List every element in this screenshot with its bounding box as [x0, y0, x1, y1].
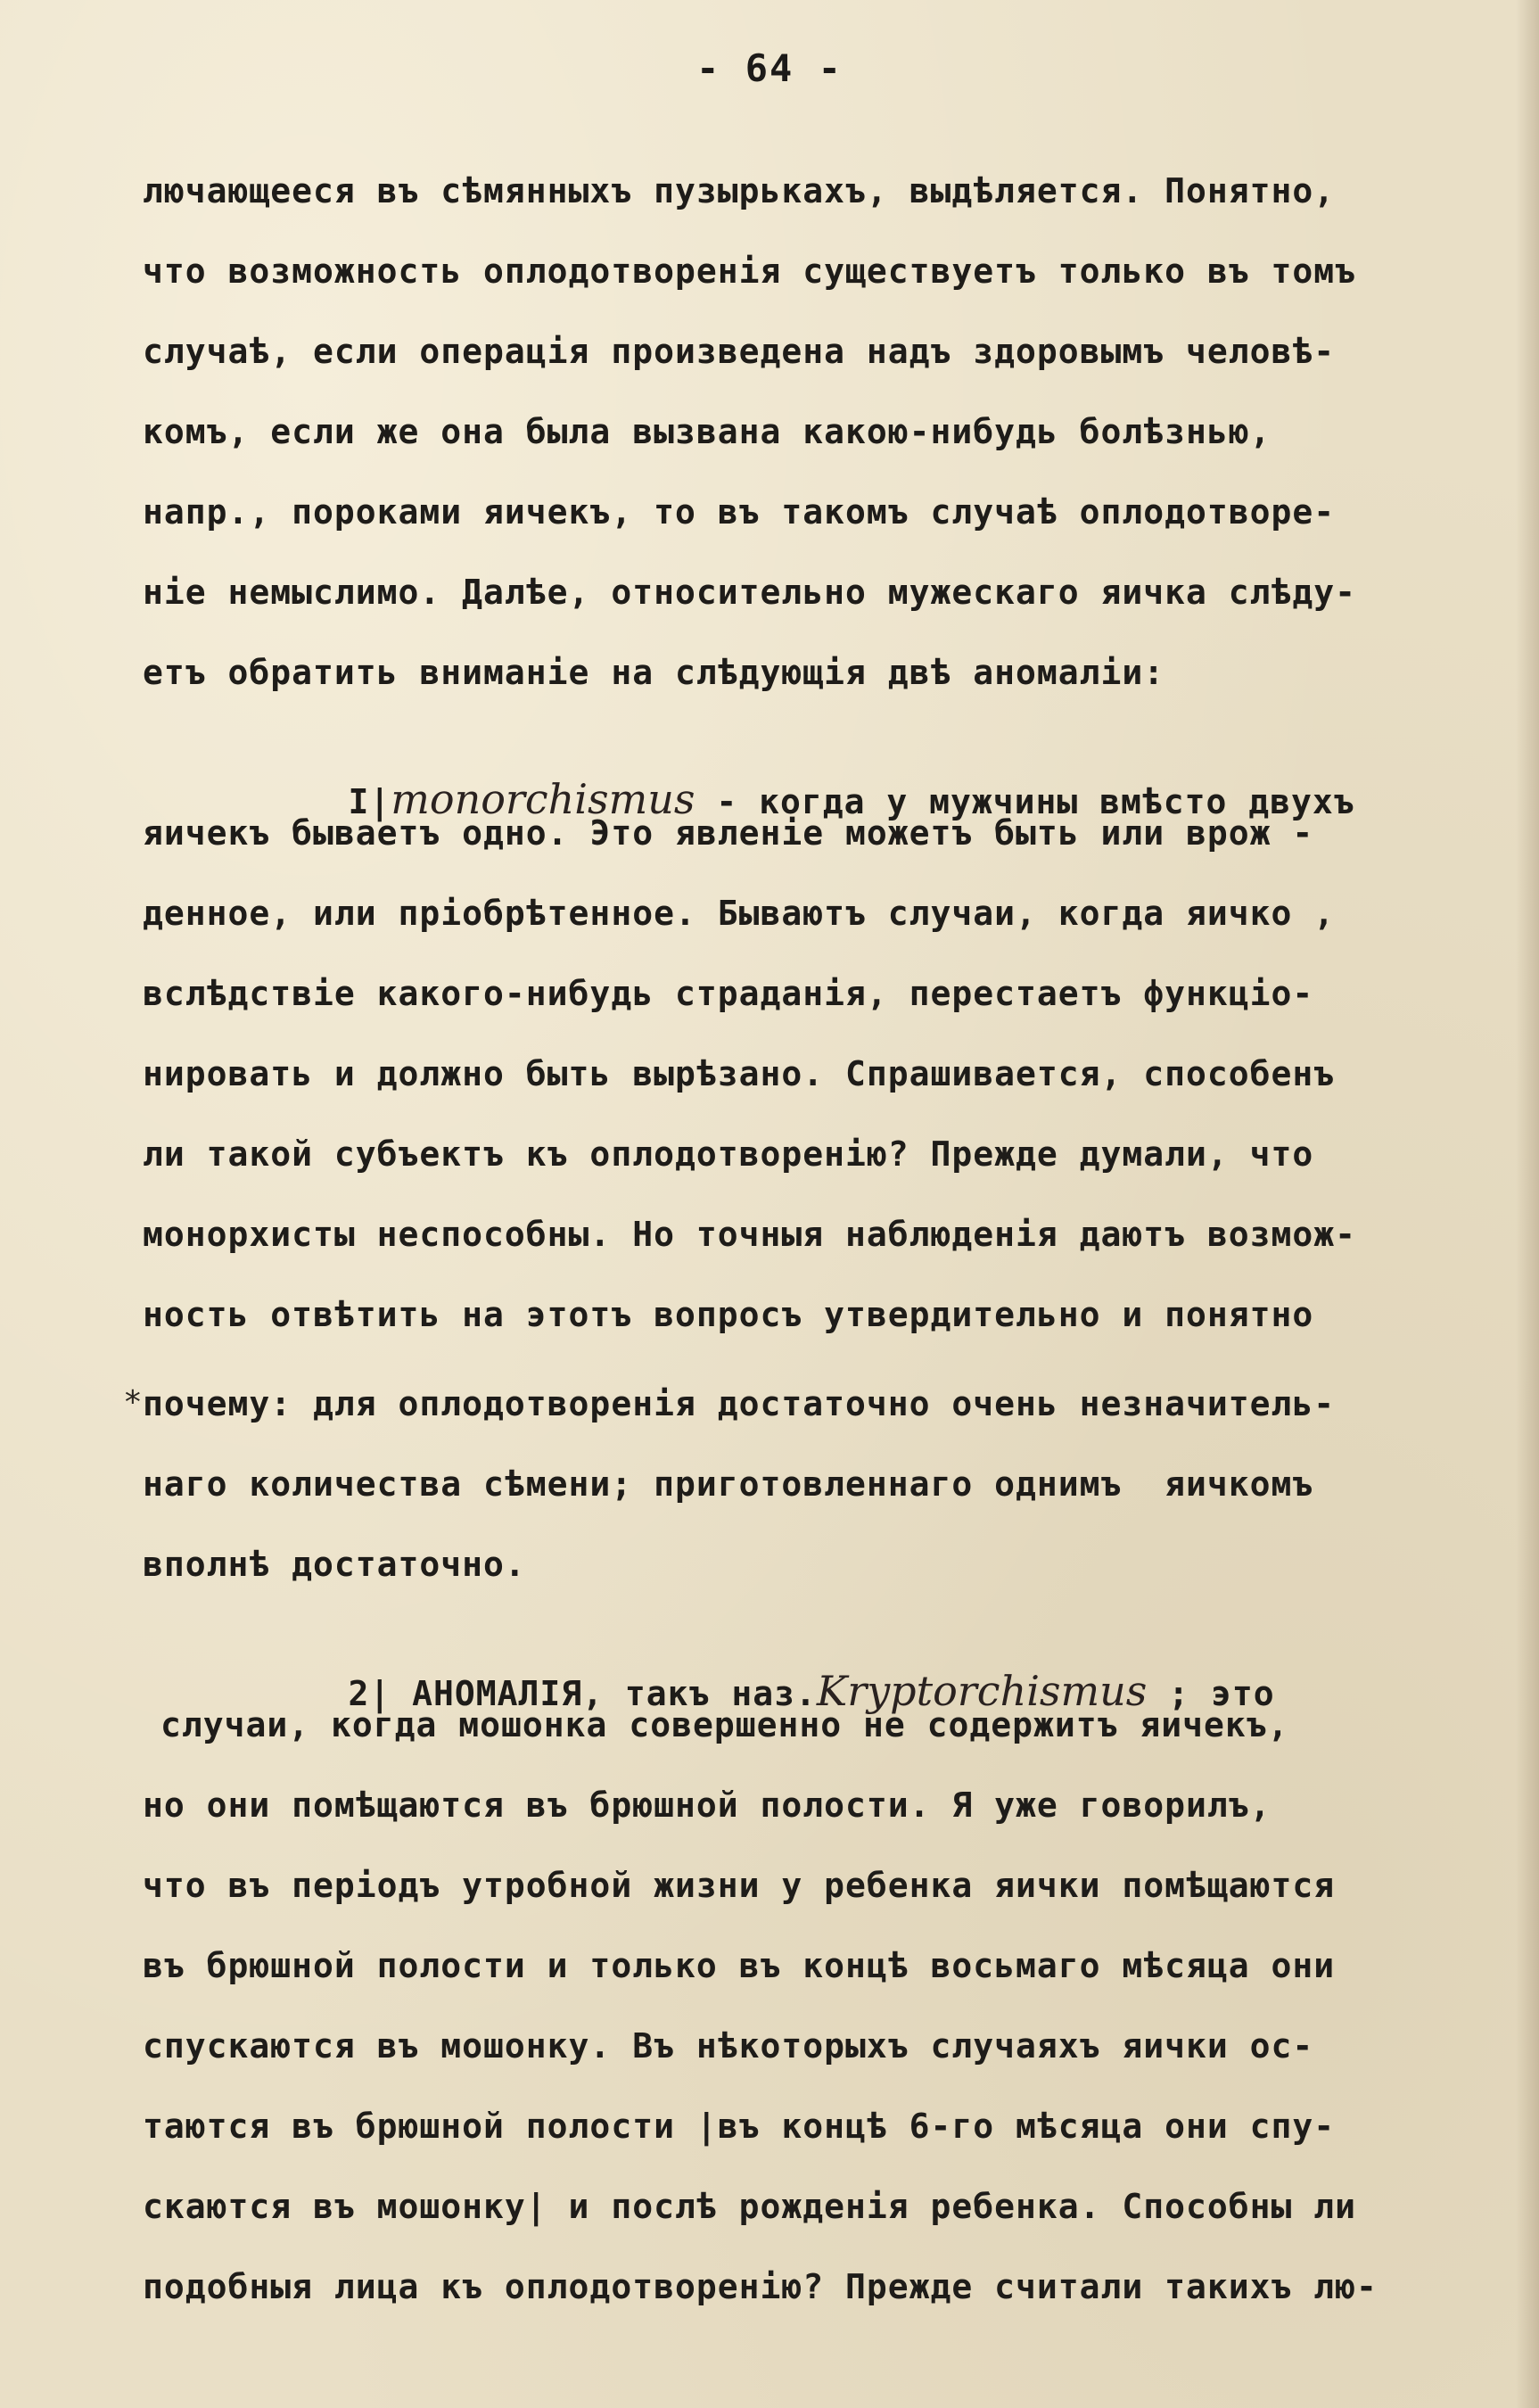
- page-number: - 64 -: [696, 46, 843, 90]
- text-line-4: комъ, если же она была вызвана какою-нибудь болѣзнью,: [143, 412, 1272, 451]
- text-line-16: почему: для оплодотворенія достаточно очень незначитель-: [143, 1384, 1336, 1423]
- margin-asterisk: *: [123, 1384, 143, 1421]
- text-line-24: спускаются въ мошонку. Въ нѣкоторыхъ случаяхъ яички ос-: [143, 2026, 1314, 2066]
- handwritten-term-monorchismus: monorchismus: [391, 775, 695, 823]
- text-line-14: монорхисты неспособны. Но точныя наблюденія даютъ возмож-: [143, 1215, 1357, 1254]
- text-line-22: что въ періодъ утробной жизни у ребенка яички помѣщаются: [143, 1866, 1336, 1905]
- text-line-23: въ брюшной полости и только въ концѣ восьмаго мѣсяца они: [143, 1946, 1336, 1985]
- text-line-5: напр., пороками яичекъ, то въ такомъ случаѣ оплодотворе-: [143, 492, 1336, 532]
- handwritten-term-kryptorchismus: Kryptorchismus: [816, 1667, 1148, 1715]
- text-line-7: етъ обратить вниманіе на слѣдующія двѣ аномаліи:: [143, 653, 1165, 692]
- text-line-20: случаи, когда мошонка совершенно не содержитъ яичекъ,: [160, 1705, 1289, 1744]
- text-line-18: вполнѣ достаточно.: [143, 1545, 526, 1584]
- text-line-27: подобныя лица къ оплодотворенію? Прежде считали такихъ лю-: [143, 2267, 1378, 2306]
- text-line-6: ніе немыслимо. Далѣе, относительно мужескаго яичка слѣду-: [143, 573, 1357, 612]
- text-line-21: но они помѣщаются въ брюшной полости. Я уже говорилъ,: [143, 1785, 1272, 1825]
- text-line-25: таются въ брюшной полости |въ концѣ 6-го мѣсяца они спу-: [143, 2107, 1336, 2146]
- text-line-11: вслѣдствіе какого-нибудь страданія, перестаетъ функціо-: [143, 974, 1314, 1013]
- line-19-tail: ; это: [1147, 1674, 1275, 1713]
- text-line-10: денное, или пріобрѣтенное. Бываютъ случаи, когда яичко ,: [143, 894, 1336, 933]
- text-line-3: случаѣ, если операція произведена надъ здоровымъ человѣ-: [143, 332, 1336, 371]
- line-8-text: - когда у мужчины вмѣсто двухъ: [695, 782, 1355, 821]
- page-edge-shadow: [1516, 0, 1539, 2408]
- text-line-12: нировать и должно быть вырѣзано. Спрашивается, способенъ: [143, 1054, 1336, 1093]
- text-line-9: яичекъ бываетъ одно. Это явленіе можетъ быть или врож -: [143, 813, 1314, 853]
- text-line-17: наго количества сѣмени; приготовленнаго однимъ яичкомъ: [143, 1464, 1314, 1504]
- line-19-lead: 2| АНОМАЛІЯ, такъ наз.: [348, 1674, 817, 1713]
- text-line-15: ность отвѣтить на этотъ вопросъ утвердительно и понятно: [143, 1295, 1314, 1334]
- list-number-1: I|: [348, 782, 391, 821]
- text-line-2: что возможность оплодотворенія существуетъ только въ томъ: [143, 252, 1357, 291]
- text-line-26: скаются въ мошонку| и послѣ рожденія ребенка. Способны ли: [143, 2187, 1357, 2226]
- text-line-13: ли такой субъектъ къ оплодотворенію? Прежде думали, что: [143, 1134, 1314, 1174]
- text-line-1: лючающееся въ сѣмянныхъ пузырькахъ, выдѣляется. Понятно,: [143, 171, 1336, 210]
